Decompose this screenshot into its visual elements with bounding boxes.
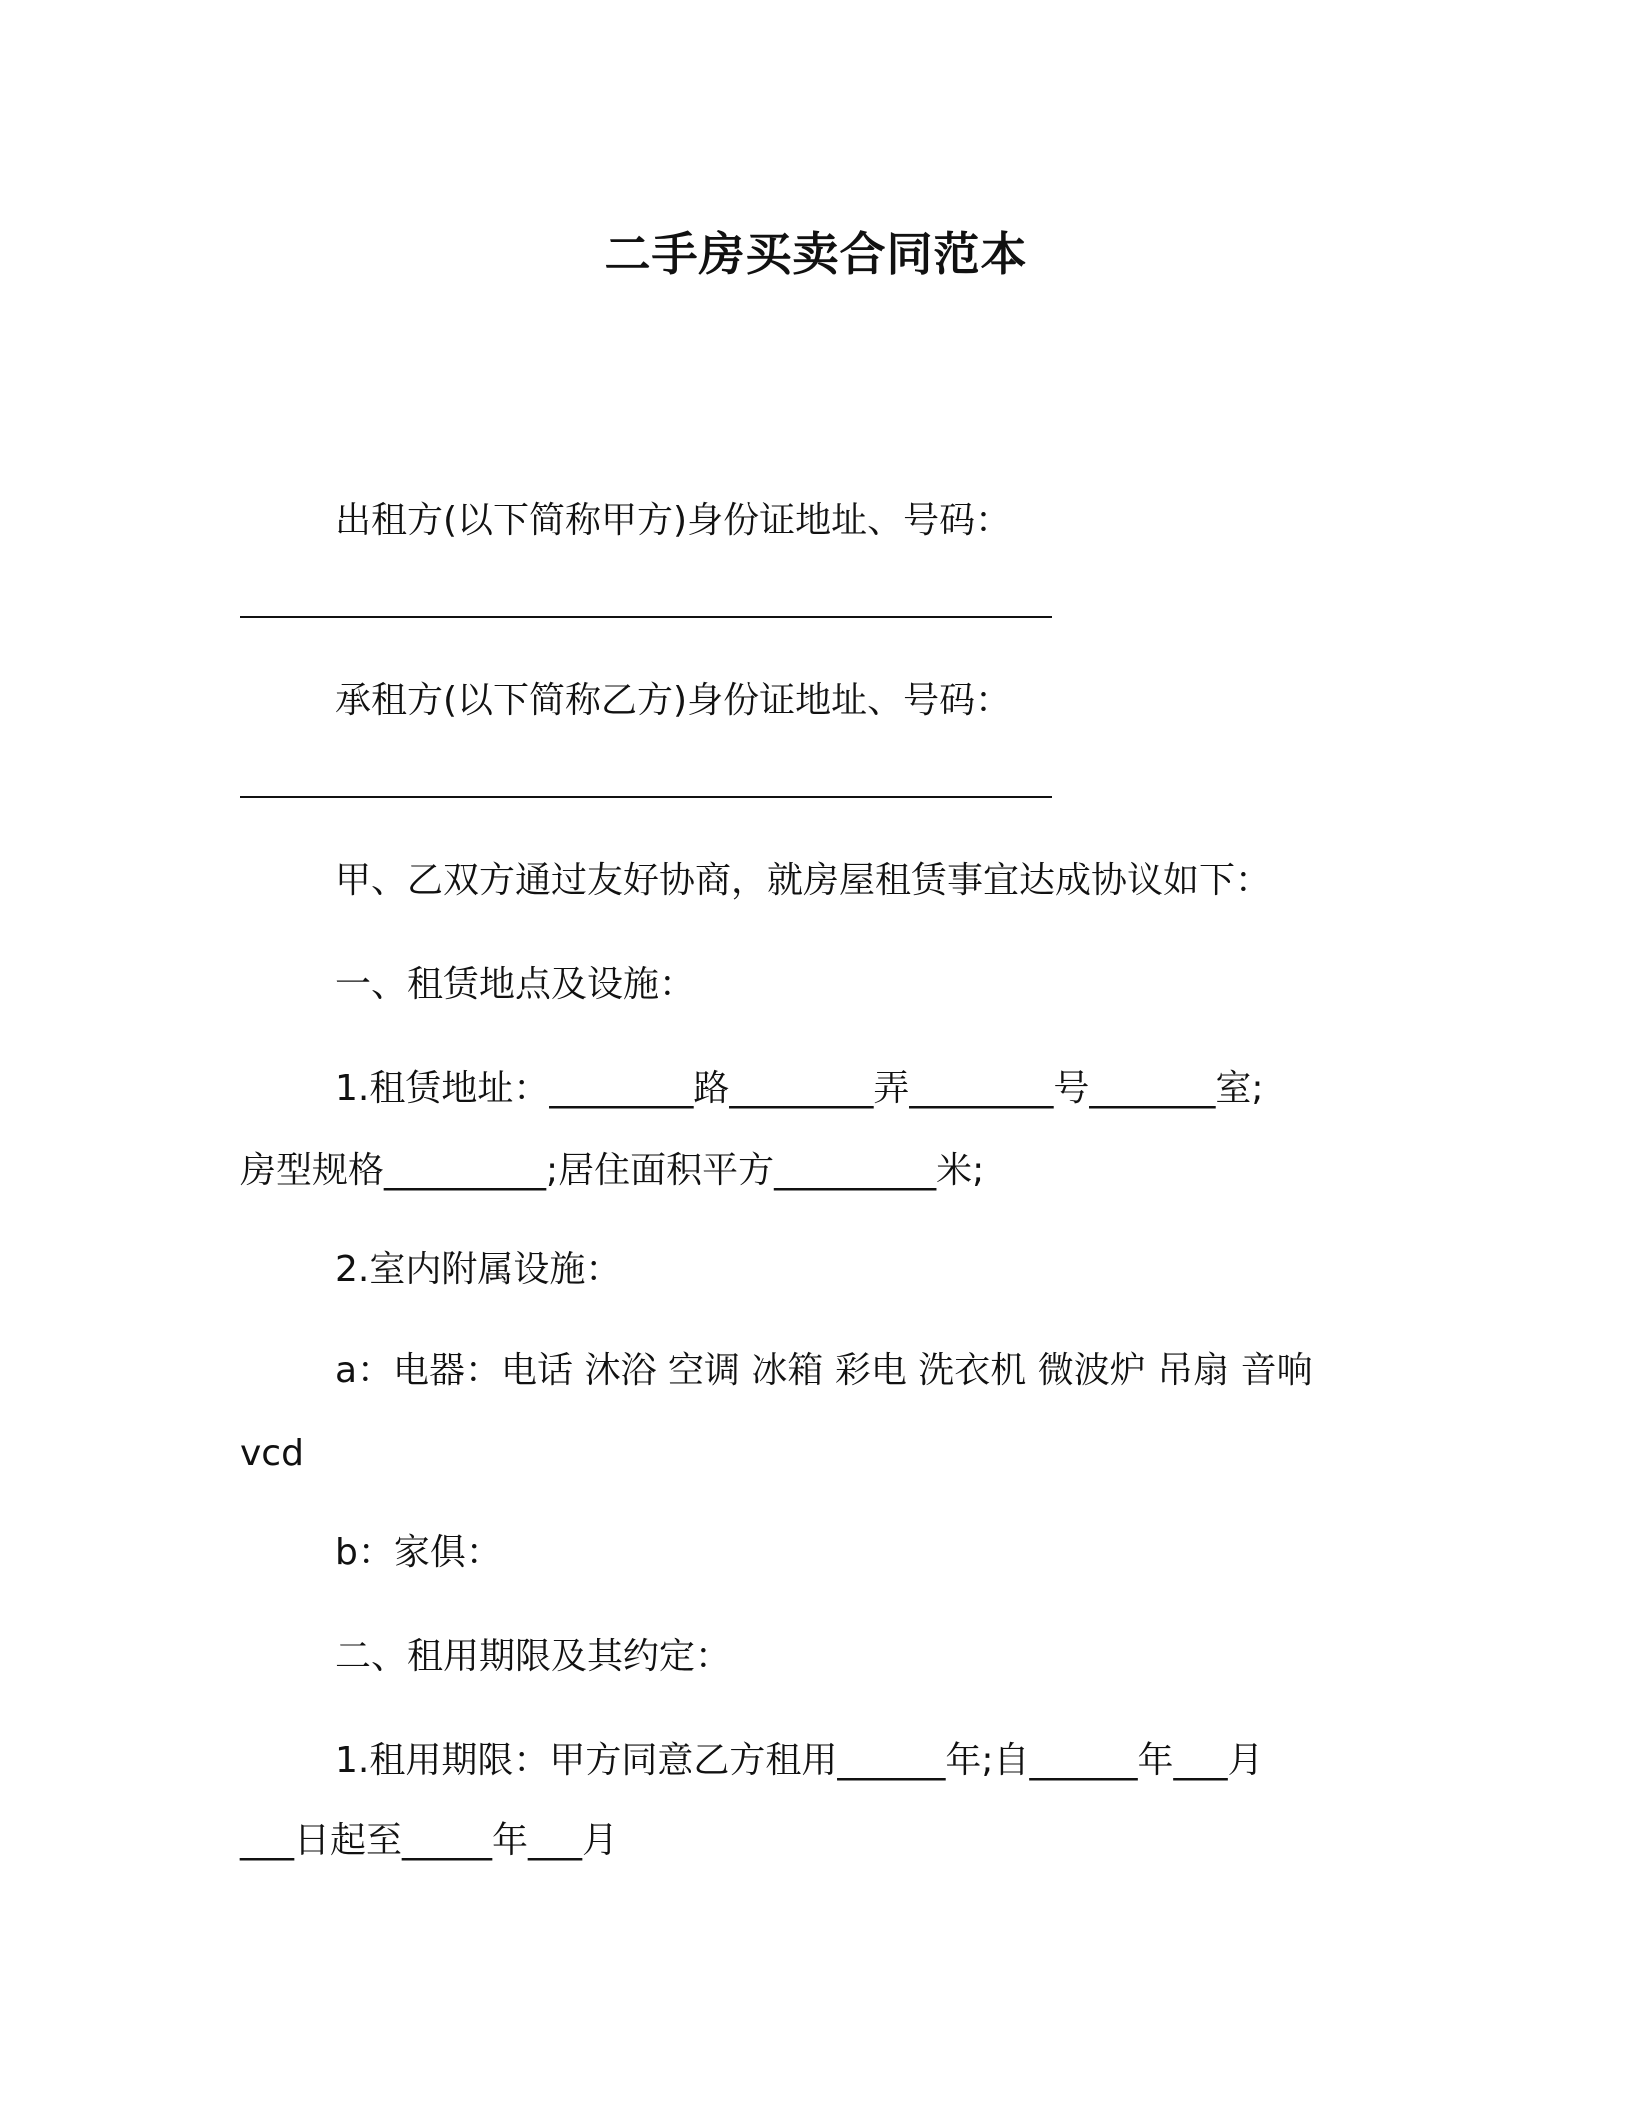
rental-address-line: 1.租赁地址：________路________弄________号_______室;	[335, 1068, 1264, 1109]
agreement-intro: 甲、乙双方通过友好协商，就房屋租赁事宜达成协议如下：	[335, 860, 1272, 901]
lease-term-line-continued: ___日起至_____年___月	[240, 1820, 619, 1861]
facilities-heading: 2.室内附属设施：	[335, 1249, 622, 1290]
lessee-id-label: 承租方(以下简称乙方)身份证地址、号码：	[335, 680, 1012, 721]
document-title: 二手房买卖合同范本	[604, 227, 1028, 281]
section-1-heading: 一、租赁地点及设施：	[335, 964, 696, 1005]
lessor-id-blank-line	[240, 616, 1052, 618]
furniture-line: b：家俱：	[335, 1532, 502, 1573]
lessee-id-blank-line	[240, 796, 1052, 798]
appliances-line-continued: vcd	[240, 1433, 304, 1474]
section-2-heading: 二、租用期限及其约定：	[335, 1636, 732, 1677]
room-spec-line: 房型规格_________;居住面积平方_________米;	[240, 1150, 985, 1191]
appliances-line: a：电器：电话 沐浴 空调 冰箱 彩电 洗衣机 微波炉 吊扇 音响	[335, 1350, 1313, 1391]
lessor-id-label: 出租方(以下简称甲方)身份证地址、号码：	[335, 500, 1012, 541]
lease-term-line: 1.租用期限：甲方同意乙方租用______年;自______年___月	[335, 1740, 1264, 1781]
